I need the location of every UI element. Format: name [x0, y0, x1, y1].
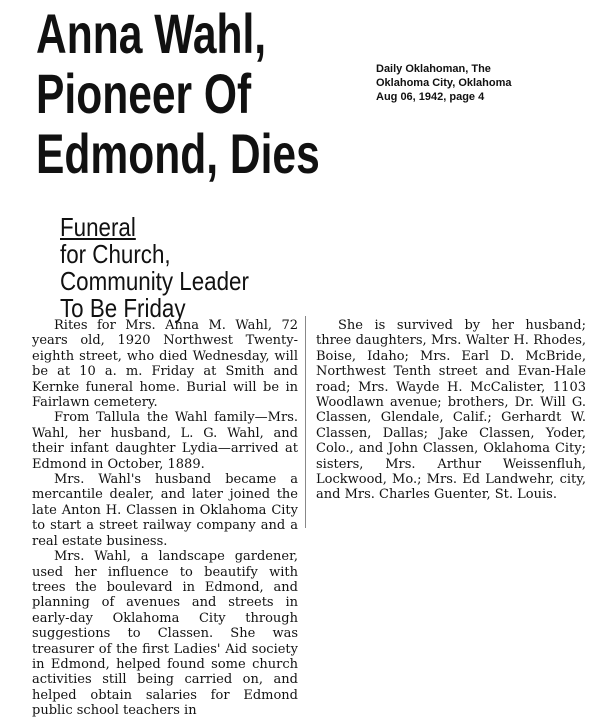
article-paragraph: Rites for Mrs. Anna M. Wahl, 72 years old, 1920 Northwest Twenty-eighth street, who died Wednesday, will be at 10 a. m. Friday at Smith and Kernke funeral home. Burial will be in Fairlawn cemetery. — [32, 318, 298, 411]
source-citation — [376, 62, 512, 104]
article-paragraph: She is survived by her husband; three daughters, Mrs. Walter H. Rhodes, Boise, Idaho; Mrs. Earl D. McBride, Northwest Tenth street and Evan-Hale road; Mrs. Wayde H. McCalister, 1103 Woodlawn avenue; brothers, Dr. Will G. Classen, Glendale, Calif.; Gerhardt W. Classen, Dallas; Jake Classen, Yoder, Colo., and John Classen, Oklahoma City; sisters, Mrs. Arthur Weissenfluh, Lockwood, Mo.; Mrs. Ed Landwehr, city, and Mrs. Charles Guenter, St. Louis. — [316, 318, 586, 503]
article-column-left — [32, 318, 298, 719]
subhead-line-2: Community Leader — [60, 266, 249, 296]
subhead-line-3: To Be Friday — [60, 293, 186, 323]
headline-line-1: Anna Wahl, — [36, 2, 267, 65]
subhead-underlined-word: Funeral — [60, 212, 136, 242]
source-location: Oklahoma City, Oklahoma — [376, 77, 512, 89]
subheadline — [60, 214, 249, 322]
source-date-page: Aug 06, 1942, page 4 — [376, 91, 485, 103]
article-paragraph: Mrs. Wahl, a landscape gardener, used her influence to beautify with trees the boulevard in Edmond, and planning of avenues and streets in early-day Oklahoma City through suggestions to Classen. She was treasurer of the first Ladies' Aid society in Edmond, helped found some church activities still being carried on, and helped obtain salaries for Edmond public school teachers in — [32, 549, 298, 719]
headline — [36, 2, 320, 185]
headline-line-2: Pioneer Of — [36, 62, 252, 125]
article-paragraph: From Tallula the Wahl family—Mrs. Wahl, her husband, L. G. Wahl, and their infant daughter Lydia—arrived at Edmond in October, 1889. — [32, 410, 298, 472]
headline-line-3: Edmond, Dies — [36, 122, 320, 185]
article-paragraph: Mrs. Wahl's husband became a mercantile dealer, and later joined the late Anton H. Classen in Oklahoma City to start a street railway company and a real estate business. — [32, 472, 298, 549]
source-publication: Daily Oklahoman, The — [376, 63, 491, 75]
article-column-right — [316, 318, 586, 503]
subhead-line-1-rest: for Church, — [60, 239, 171, 269]
column-divider — [305, 316, 306, 528]
subhead-line-1 — [60, 214, 249, 268]
